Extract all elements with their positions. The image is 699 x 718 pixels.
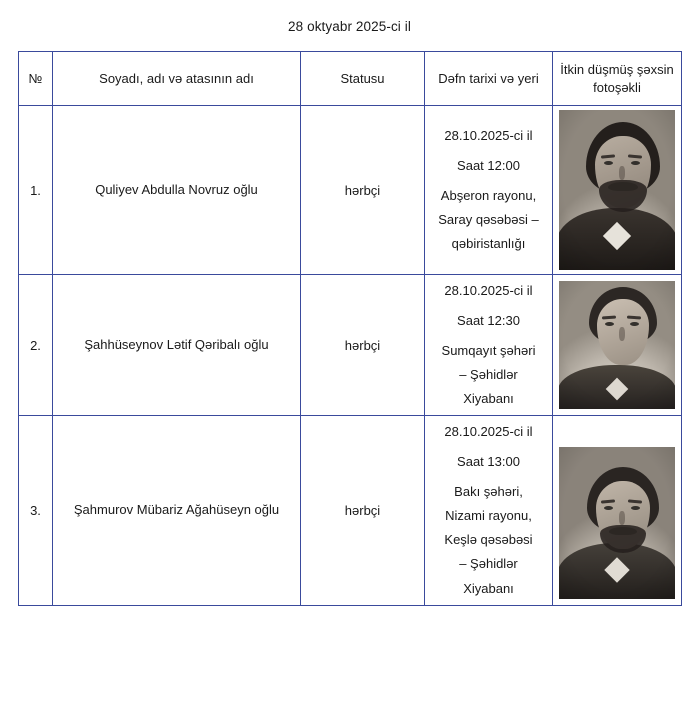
row-person-name: Quliyev Abdulla Novruz oğlu bbox=[53, 106, 301, 275]
row-burial-info bbox=[425, 106, 553, 275]
burial-line: Saat 12:00 bbox=[457, 157, 520, 173]
portrait-photo-1 bbox=[559, 110, 675, 270]
burial-line: Keşlə qəsəbəsi bbox=[444, 532, 533, 548]
burial-line: Xiyabanı bbox=[463, 580, 514, 596]
burial-schedule-table bbox=[18, 51, 682, 606]
burial-line: Saat 12:30 bbox=[457, 313, 520, 329]
burial-line: 28.10.2025-ci il bbox=[444, 283, 533, 298]
burial-line: 28.10.2025-ci il bbox=[444, 424, 533, 440]
row-photo-cell bbox=[553, 275, 682, 416]
portrait-photo-3 bbox=[559, 447, 675, 599]
table-header-row bbox=[19, 52, 682, 106]
row-photo-cell bbox=[553, 416, 682, 605]
burial-line: 28.10.2025-ci il bbox=[444, 127, 533, 143]
portrait-photo-2 bbox=[559, 281, 675, 409]
row-photo-cell bbox=[553, 106, 682, 275]
table-row bbox=[19, 275, 682, 416]
burial-line: – Şəhidlər bbox=[459, 367, 518, 383]
burial-line: Abşeron rayonu, bbox=[440, 187, 537, 203]
column-header-number: № bbox=[19, 52, 53, 106]
column-header-photo: İtkin düşmüş şəxsin fotoşəkli bbox=[553, 52, 682, 106]
burial-line: Xiyabanı bbox=[463, 391, 514, 407]
column-header-burial: Dəfn tarixi və yeri bbox=[425, 52, 553, 106]
row-number: 3. bbox=[19, 416, 53, 605]
row-person-name: Şahhüseynov Lətif Qəribalı oğlu bbox=[53, 275, 301, 416]
burial-line: Nizami rayonu, bbox=[445, 508, 532, 524]
burial-line: Saat 13:00 bbox=[457, 454, 520, 470]
burial-line: – Şəhidlər bbox=[459, 556, 518, 572]
row-status: hərbçi bbox=[301, 275, 425, 416]
table-header bbox=[19, 52, 682, 106]
table-row bbox=[19, 416, 682, 605]
row-person-name: Şahmurov Mübariz Ağahüseyn oğlu bbox=[53, 416, 301, 605]
burial-line: qəbiristanlığı bbox=[451, 236, 526, 252]
burial-line: Sumqayıt şəhəri bbox=[441, 343, 536, 359]
row-status: hərbçi bbox=[301, 416, 425, 605]
document-date-heading: 28 oktyabr 2025-ci il bbox=[288, 19, 411, 34]
row-number: 1. bbox=[19, 106, 53, 275]
row-burial-info bbox=[425, 416, 553, 605]
table-body bbox=[19, 106, 682, 606]
row-burial-info bbox=[425, 275, 553, 416]
row-status: hərbçi bbox=[301, 106, 425, 275]
column-header-name: Soyadı, adı və atasının adı bbox=[53, 52, 301, 106]
burial-line: Saray qəsəbəsi – bbox=[438, 212, 539, 228]
burial-line: Bakı şəhəri, bbox=[454, 484, 523, 500]
table-row bbox=[19, 106, 682, 275]
column-header-status: Statusu bbox=[301, 52, 425, 106]
row-number: 2. bbox=[19, 275, 53, 416]
